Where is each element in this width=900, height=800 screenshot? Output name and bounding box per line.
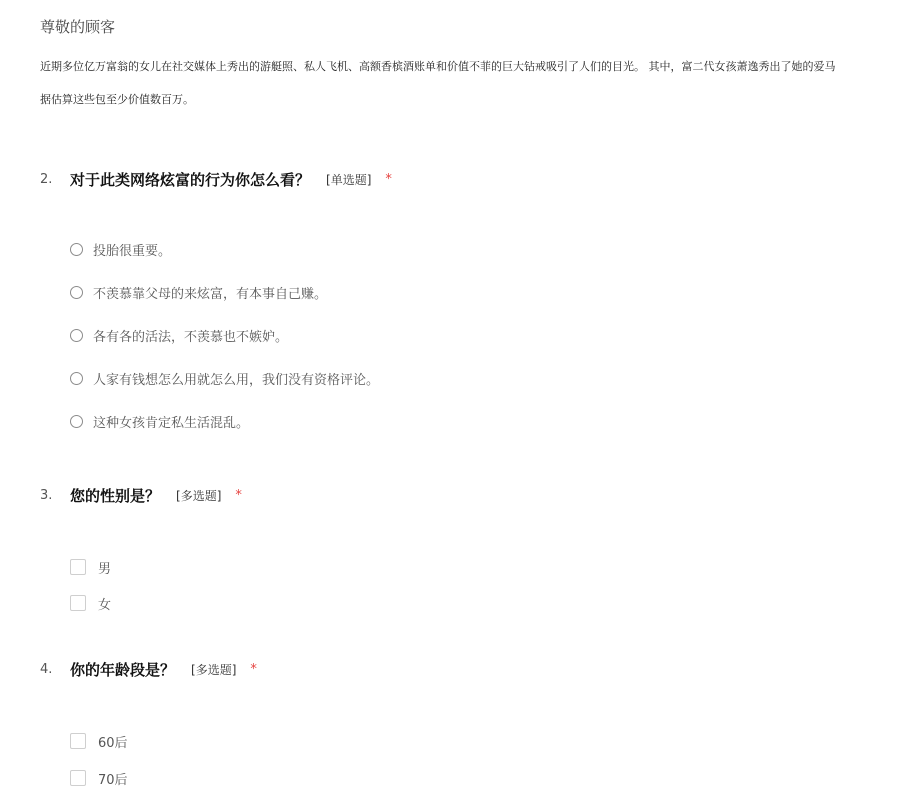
option-label: 60后 [98,735,128,751]
checkbox[interactable] [70,770,86,786]
question-type-label: [多选题] [191,662,237,677]
question-2-option-3[interactable] [70,325,288,345]
question-text: 对于此类网络炫富的行为你怎么看？ [70,170,311,189]
radio-button[interactable] [70,243,83,256]
question-4-option-2[interactable] [70,768,128,788]
intro-paragraph-line-1: 近期多位亿万富翁的女儿在社交媒体上秀出的游艇照、私人飞机、高额香槟酒账单和价值不菲的巨大钻戒吸引了人们的目光。 其中，富二代女孩萧逸秀出了她的爱马 [40,60,836,73]
question-number: 2. [40,171,53,187]
question-type-label: [单选题] [326,172,372,187]
question-3-option-1[interactable] [70,557,111,577]
required-asterisk: * [235,487,242,503]
checkbox[interactable] [70,733,86,749]
radio-button[interactable] [70,372,83,385]
intro-paragraph-line-2: 据估算这些包至少价值数百万。 [40,93,194,106]
option-label: 70后 [98,772,128,788]
question-4-option-1[interactable] [70,731,128,751]
question-number: 4. [40,661,53,677]
question-number: 3. [40,487,53,503]
required-asterisk: * [385,171,392,187]
question-3-header [40,484,242,506]
question-2-option-4[interactable] [70,368,379,388]
radio-button[interactable] [70,286,83,299]
checkbox[interactable] [70,559,86,575]
option-label: 人家有钱想怎么用就怎么用，我们没有资格评论。 [93,372,380,388]
question-3-option-2[interactable] [70,593,111,613]
option-label: 女 [98,597,112,613]
question-type-label: [多选题] [176,488,222,503]
radio-button[interactable] [70,415,83,428]
checkbox[interactable] [70,595,86,611]
option-label: 各有各的活法，不羡慕也不嫉妒。 [93,329,289,345]
option-label: 这种女孩肯定私生活混乱。 [93,415,250,431]
question-2-option-1[interactable] [70,239,171,259]
radio-button[interactable] [70,329,83,342]
question-4-header [40,658,257,680]
question-2-header [40,168,392,190]
question-2-option-2[interactable] [70,282,327,302]
option-label: 不羡慕靠父母的来炫富，有本事自己赚。 [93,286,328,302]
option-label: 投胎很重要。 [93,243,172,259]
option-label: 男 [98,561,112,577]
required-asterisk: * [250,661,257,677]
question-text: 你的年龄段是？ [70,660,176,679]
question-2-option-5[interactable] [70,411,249,431]
question-text: 您的性别是？ [70,486,161,505]
intro-title: 尊敬的顾客 [40,18,116,36]
